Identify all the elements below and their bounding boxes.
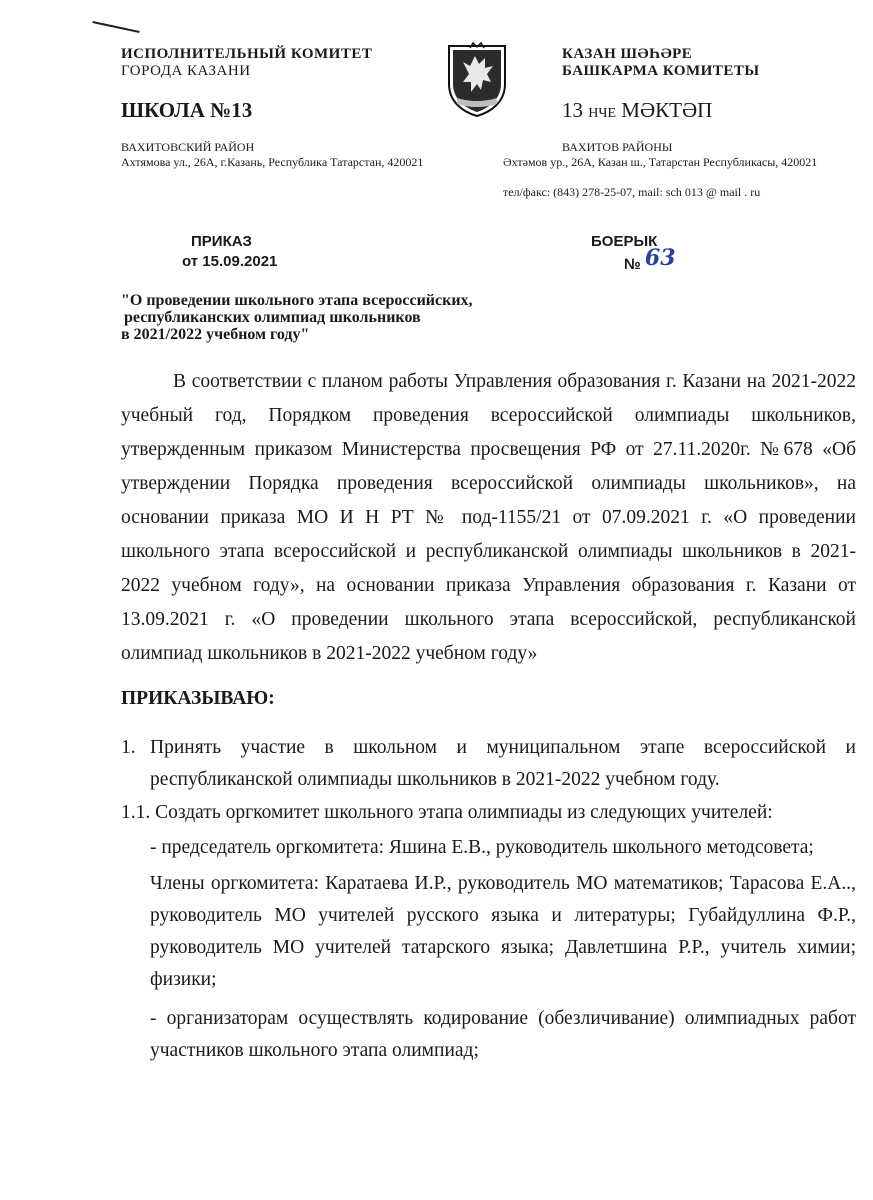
preamble-paragraph: В соответствии с планом работы Управления образования г. Казани на 2021-2022 учебный год, Порядком проведения всероссийской олимпиады школьников, утвержденным приказом Министерства просвещения РФ от 27.11.2020г. №678 «Об утверждении Порядка проведения всероссийской олимпиады школьников», на основании приказа МО И Н РТ № под-1155/21 от 07.09.2021 г. «О проведении школьного этапа всероссийской и республиканской олимпиады школьников в 2021-2022 учебном году», на основании приказа Управления образования г. Казани от 13.09.2021 г. «О проведении школьного этапа всероссийской, республиканской олимпиад школьников в 2021-2022 учебном году»: [121, 371, 856, 664]
address-ru: Ахтямова ул., 26А, г.Казань, Республика Татарстан, 420021: [121, 155, 424, 169]
scan-artifact: [92, 21, 139, 33]
order-title-line2: республиканских олимпиад школьников: [124, 309, 421, 326]
item-1-1-text: 1.1. Создать оргкомитет школьного этапа олимпиады из следующих учителей:: [121, 802, 773, 823]
committee-chair: - председатель оргкомитета: Яшина Е.В., руководитель школьного методсовета;: [150, 837, 814, 858]
header-left-line1: ИСПОЛНИТЕЛЬНЫЙ КОМИТЕТ: [121, 46, 373, 62]
order-heading: ПРИКАЗЫВАЮ:: [121, 688, 275, 709]
header-right-line2: БАШКАРМА КОМИТЕТЫ: [562, 63, 760, 79]
header-left-line2: ГОРОДА КАЗАНИ: [121, 63, 251, 79]
school-tt-number: 13: [562, 98, 583, 122]
contacts: тел/факс: (843) 278-25-07, mail: sch 013 @ mail . ru: [503, 185, 761, 199]
order-label-ru: ПРИКАЗ: [191, 233, 252, 250]
kazan-coat-of-arms-icon: [443, 42, 511, 118]
order-number: [624, 245, 676, 275]
organizers-instruction: - организаторам осуществлять кодирование (обезличивание) олимпиадных работ участников школьного этапа олимпиад;: [150, 1008, 856, 1061]
order-label-tt: БОЕРЫК: [591, 233, 658, 250]
order-title-line1: "О проведении школьного этапа всероссийских,: [121, 292, 473, 309]
order-title-line3: в 2021/2022 учебном году": [121, 326, 310, 343]
item-1-text: Принять участие в школьном и муниципальном этапе всероссийской и республиканской олимпиады школьников в 2021-2022 учебном году.: [150, 737, 856, 790]
order-date: от 15.09.2021: [182, 253, 278, 270]
header-right-line1: КАЗАН ШӘҺӘРЕ: [562, 46, 693, 62]
school-tt-suffix: НЧЕ: [588, 106, 617, 121]
district-tt: ВАХИТОВ РАЙОНЫ: [562, 140, 673, 154]
address-tt: Әхтәмов ур., 26А, Казан ш., Татарстан Республикасы, 420021: [503, 155, 818, 169]
school-tt-word: МӘКТӘП: [621, 98, 713, 122]
order-number-prefix: №: [624, 256, 641, 273]
order-number-handwritten: 63: [644, 245, 676, 271]
school-name-tt: [562, 98, 712, 123]
school-name-ru: ШКОЛА №13: [121, 98, 253, 122]
item-1-number: 1.: [121, 737, 136, 758]
order-title: [121, 292, 541, 343]
district-ru: ВАХИТОВСКИЙ РАЙОН: [121, 140, 255, 154]
committee-members: Члены оргкомитета: Каратаева И.Р., руководитель МО математиков; Тарасова Е.А.., руководитель МО учителей русского языка и литературы; Губайдуллина Ф.Р., руководитель МО учителей татарского языка; Давлетшина Р.Р., учитель химии; физики;: [150, 873, 856, 990]
